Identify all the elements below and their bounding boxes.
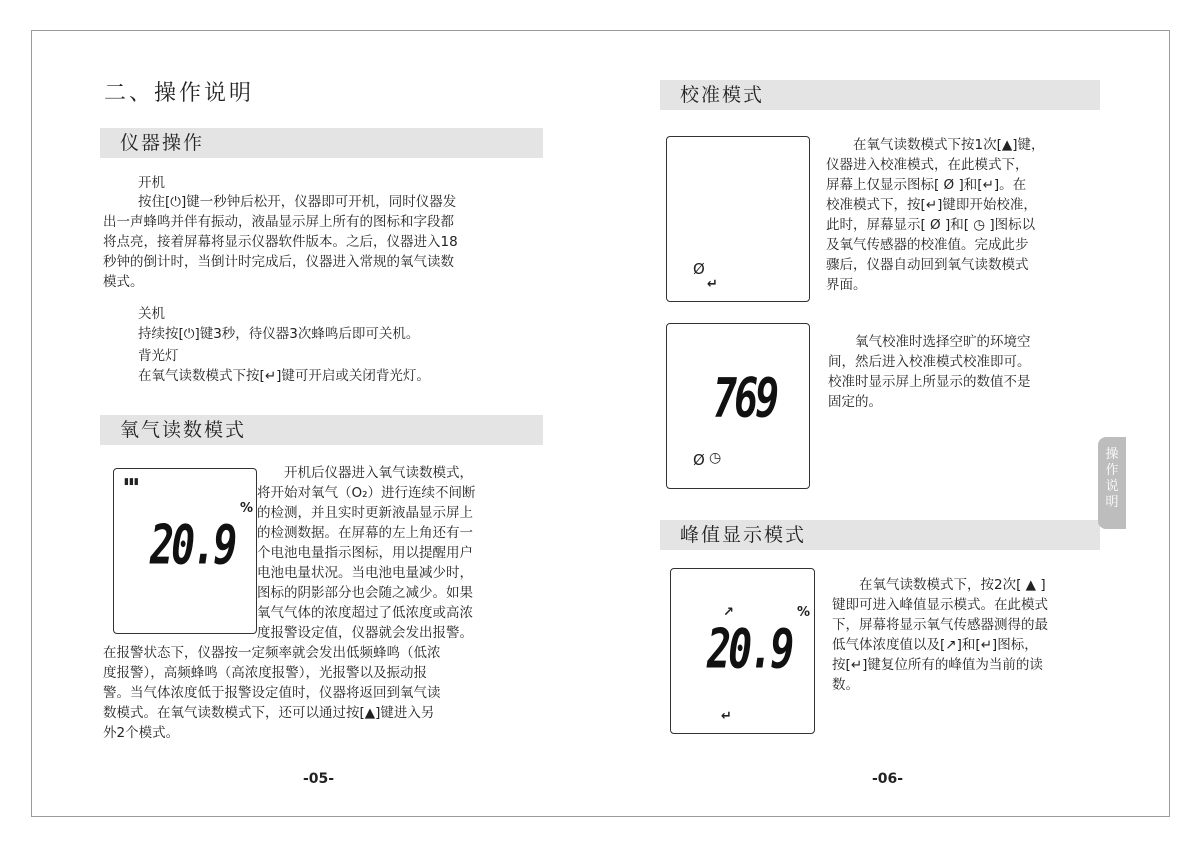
percent-unit: % [240,501,254,516]
text-line: 开机后仪器进入氧气读数模式， [257,465,473,481]
peak-icon: ↗ [723,605,734,620]
enter-icon: ↵ [721,709,732,724]
text-line: 仪器进入校准模式，在此模式下， [826,157,1029,173]
text-line: 模式。 [103,274,144,290]
text-line: 的检测，并且实时更新液晶显示屏上 [257,505,473,521]
power-off-heading: 关机 [138,306,165,322]
lcd-value: 20.9 [150,515,235,578]
peak-paragraph [832,575,1048,695]
backlight-heading: 背光灯 [138,348,179,364]
text-line: 校准模式下，按[↵]键即开始校准， [826,197,1037,213]
clock-icon: ◷ [709,450,722,466]
percent-unit: % [797,605,811,620]
text-line: 屏幕上仅显示图标[ Ø ]和[↵]。在 [826,177,1027,193]
battery-icon: ▮▮▮ [124,477,139,487]
section-header-oxygen-reading: 氧气读数模式 [100,415,543,445]
text-line: 按[↵]键复位所有的峰值为当前的读 [832,657,1043,673]
text-line: 警。当气体浓度低于报警设定值时，仪器将返回到氧气读 [103,685,441,701]
text-line: 的检测数据。在屏幕的左上角还有一 [257,525,473,541]
text-line: 按住[⏻]键一秒钟后松开，仪器即可开机，同时仪器发 [138,194,457,210]
power-off-paragraph [138,324,419,344]
text-line: 下，屏幕将显示氧气传感器测得的最 [832,617,1048,633]
text-line: 此时，屏幕显示[ Ø ]和[ ◷ ]图标以 [826,217,1036,233]
side-tab-char: 明 [1105,495,1119,510]
page-title: 二、操作说明 [104,81,255,106]
text-line: 骤后，仪器自动回到氧气读数模式 [826,257,1029,273]
text-line: 及氧气传感器的校准值。完成此步 [826,237,1029,253]
zero-icon: Ø [693,260,705,278]
text-line: 在报警状态下，仪器按一定频率就会发出低频蜂鸣（低浓 [103,645,441,661]
page-number-left: -05- [303,771,335,787]
side-tab-char: 操 [1105,447,1119,462]
text-line: 秒钟的倒计时，当倒计时完成后，仪器进入常规的氧气读数 [103,254,454,270]
zero-icon: Ø [693,451,705,469]
lcd-calibration-start [666,136,810,302]
text-line: 将点亮，接着屏幕将显示仪器软件版本。之后，仪器进入18 [103,234,458,250]
section-header-peak-display: 峰值显示模式 [660,520,1100,550]
calibration-note-paragraph [828,332,1031,412]
text-line: 在氧气读数模式下按1次[▲]键， [826,137,1045,153]
text-line: 间，然后进入校准模式校准即可。 [828,354,1031,370]
oxygen-mode-full-paragraph [103,643,441,743]
text-line: 个电池电量指示图标，用以提醒用户 [257,545,473,561]
text-line: 度报警设定值，仪器就会发出报警。 [257,625,473,641]
text-line: 将开始对氧气（O₂）进行连续不间断 [257,485,476,501]
power-on-heading: 开机 [138,175,165,191]
section-header-calibration: 校准模式 [660,80,1100,110]
side-tab-char: 作 [1105,463,1119,478]
power-on-paragraph [103,192,458,292]
text-line: 低气体浓度值以及[↗]和[↵]图标， [832,637,1038,653]
text-line: 数模式。在氧气读数模式下，还可以通过按[▲]键进入另 [103,705,435,721]
oxygen-mode-side-paragraph [257,463,476,643]
enter-icon: ↵ [707,277,718,292]
text-line: 键即可进入峰值显示模式。在此模式 [832,597,1048,613]
text-line: 外2个模式。 [103,725,180,741]
text-line: 电池电量状况。当电池电量减少时， [257,565,473,581]
section-header-instrument-operation: 仪器操作 [100,128,543,158]
text-line: 氧气气体的浓度超过了低浓度或高浓 [257,605,473,621]
text-line: 数。 [832,677,859,693]
calibration-paragraph [826,135,1045,295]
text-line: 固定的。 [828,394,882,410]
text-line: 在氧气读数模式下按[↵]键可开启或关闭背光灯。 [138,368,430,384]
text-line: 校准时显示屏上所显示的数值不是 [828,374,1031,390]
text-line: 度报警），高频蜂鸣（高浓度报警），光报警以及振动报 [103,665,427,681]
chapter-side-tab[interactable] [1098,437,1126,529]
lcd-calibration-value [666,323,810,489]
page-number-right: -06- [872,771,904,787]
text-line: 氧气校准时选择空旷的环境空 [828,334,1031,350]
text-line: 持续按[⏻]键3秒，待仪器3次蜂鸣后即可关机。 [138,326,420,342]
text-line: 出一声蜂鸣并伴有振动，液晶显示屏上所有的图标和字段都 [103,214,454,230]
text-line: 图标的阴影部分也会随之减少。如果 [257,585,473,601]
backlight-paragraph [138,366,430,386]
text-line: 在氧气读数模式下，按2次[ ▲ ] [832,577,1046,593]
lcd-peak-display [670,568,815,734]
side-tab-char: 说 [1105,479,1119,494]
lcd-value: 20.9 [707,619,792,682]
lcd-value: 769 [713,368,777,431]
lcd-oxygen-reading [113,468,257,634]
text-line: 界面。 [826,277,867,293]
